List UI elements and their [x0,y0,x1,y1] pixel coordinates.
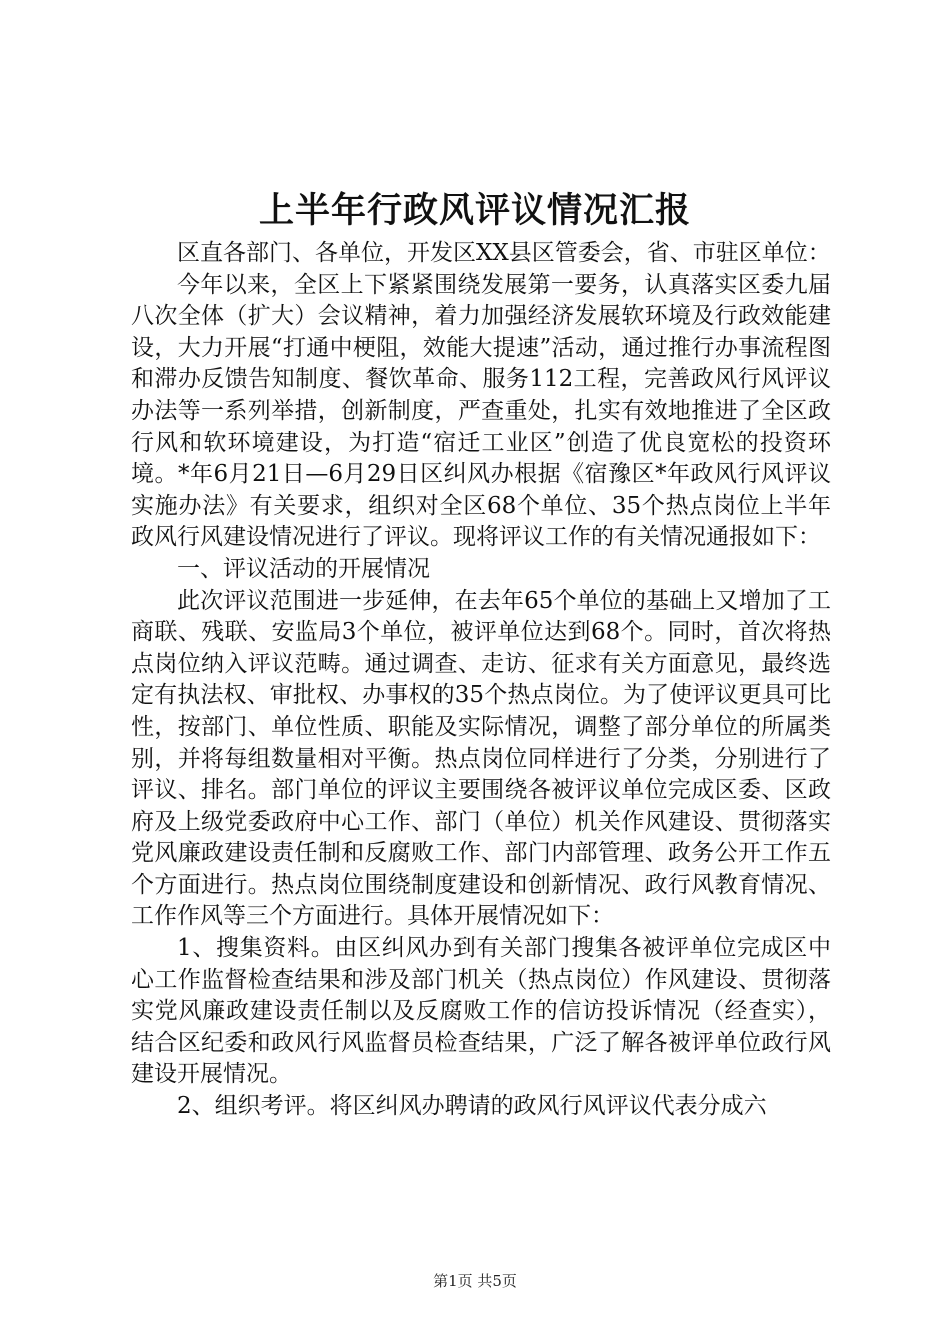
document-title: 上半年行政风评议情况汇报 [258,190,691,231]
paragraph-step-2: 2、组织考评。将区纠风办聘请的政风行风评议代表分成六 [177,1093,767,1120]
paragraph-scope: 此次评议范围进一步延伸，在去年65个单位的基础上又增加了工商联、残联、安监局3个单位，被评单位达到68个。同时，首次将热点岗位纳入评议范畴。通过调查、走访、征求有关方面意见，最终选定有执法权、审批权、办事权的35个热点岗位。为了使评议更具可比性，按部门、单位性质、职能及实际情况，调整了部分单位的所属类别，并将每组数量相对平衡。热点岗位同样进行了分类，分别进行了评议、排名。部门单位的评议主要围绕各被评议单位完成区委、区政府及上级党委政府中心工作、部门（单位）机关作风建设、贯彻落实党风廉政建设责任制和反腐败工作、部门内部管理、政务公开工作五个方面进行。热点岗位围绕制度建设和创新情况、政行风教育情况、工作作风等三个方面进行。具体开展情况如下： [131,587,831,930]
page-footer: 第1页 共5页 [433,1272,517,1290]
section-heading: 一、评议活动的开展情况 [177,555,430,582]
document-body [131,238,831,1123]
paragraph-intro: 今年以来，全区上下紧紧围绕发展第一要务，认真落实区委九届八次全体（扩大）会议精神，着力加强经济发展软环境及行政效能建设，大力开展“打通中梗阻，效能大提速”活动，通过推行办事流程图和滞办反馈告知制度、餐饮革命、服务112工程，完善政风行风评议办法等一系列举措，创新制度，严查重处，扎实有效地推进了全区政行风和软环境建设，为打造“宿迁工业区”创造了优良宽松的投资环境。*年6月21日—6月29日区纠风办根据《宿豫区*年政风行风评议实施办法》有关要求，组织对全区68个单位、35个热点岗位上半年政风行风建设情况进行了评议。现将评议工作的有关情况通报如下： [131,271,831,551]
paragraph-salutation: 区直各部门、各单位，开发区XX县区管委会，省、市驻区单位： [177,240,831,266]
paragraph-step-1: 1、搜集资料。由区纠风办到有关部门搜集各被评单位完成区中心工作监督检查结果和涉及部门机关（热点岗位）作风建设、贯彻落实党风廉政建设责任制以及反腐败工作的信访投诉情况（经查实），结合区纪委和政风行风监督员检查结果，广泛了解各被评单位政行风建设开展情况。 [131,935,831,1088]
